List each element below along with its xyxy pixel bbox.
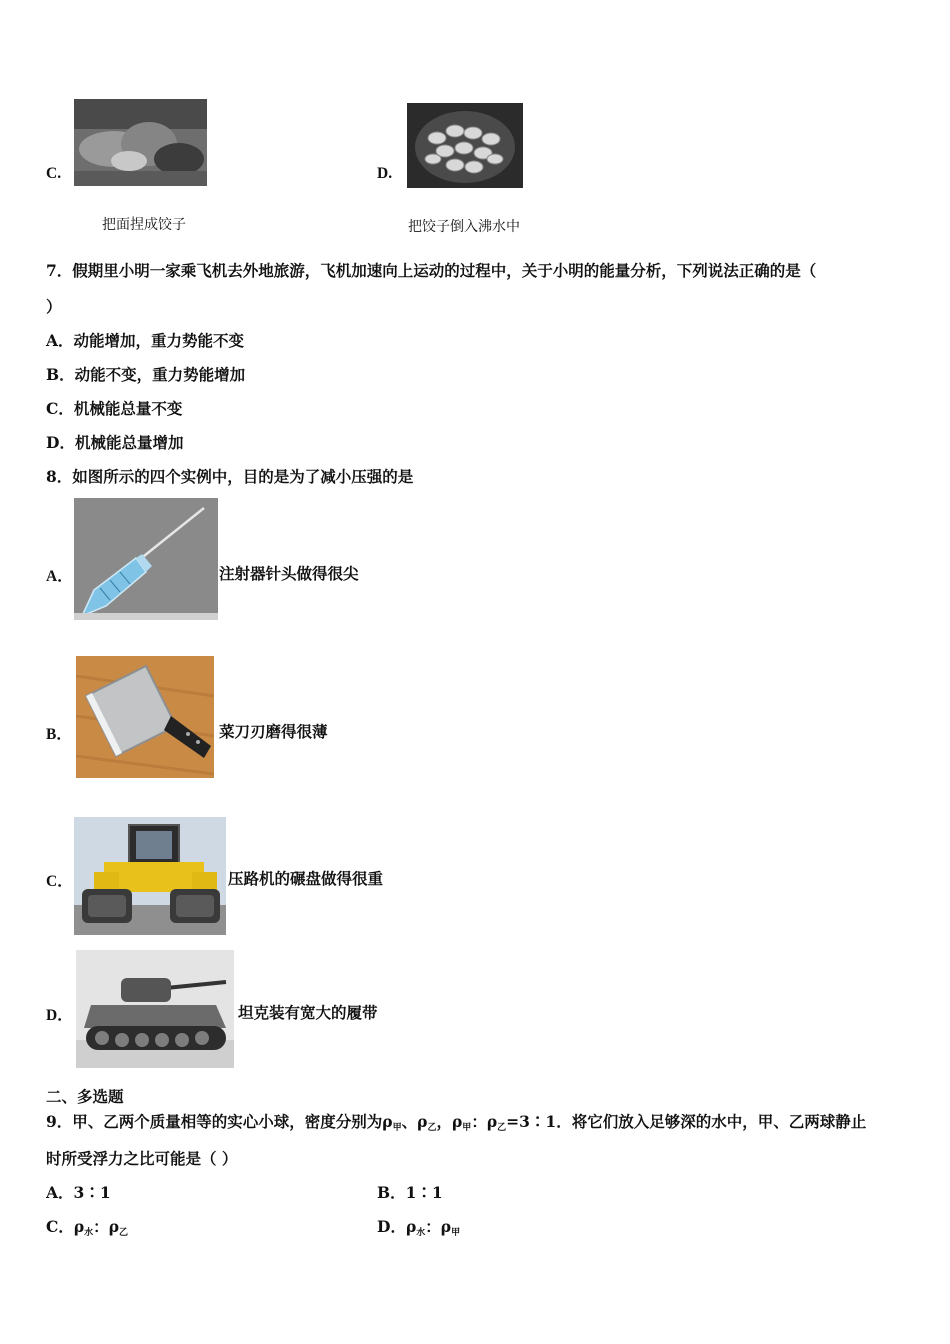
q9-option-d[interactable] bbox=[377, 1217, 460, 1240]
q8-stem: 8．如图所示的四个实例中，目的是为了减小压强的是 bbox=[46, 467, 414, 486]
subscript-jia: 甲 bbox=[392, 1123, 402, 1133]
colon: ： bbox=[93, 1217, 109, 1236]
separator: ， bbox=[436, 1112, 452, 1131]
q8-option-b-text: 菜刀刃磨得很薄 bbox=[219, 722, 328, 741]
q7-option-a[interactable] bbox=[46, 331, 244, 351]
q7-option-b-text: 动能不变，重力势能增加 bbox=[74, 365, 246, 384]
subscript-yi: 乙 bbox=[119, 1228, 129, 1238]
q6-option-d-caption: 把饺子倒入沸水中 bbox=[408, 219, 520, 235]
q7-option-a-text: 动能增加，重力势能不变 bbox=[73, 331, 245, 350]
tank-image bbox=[76, 950, 234, 1068]
subscript-shui: 水 bbox=[84, 1228, 94, 1238]
rho-symbol: ρ bbox=[417, 1112, 428, 1131]
q9-option-a[interactable] bbox=[46, 1183, 111, 1203]
q7-option-a-letter: A． bbox=[46, 331, 74, 350]
q9-ratio-tail: =3∶1．将它们放入足够深的水中，甲、乙两球静止 bbox=[506, 1112, 867, 1131]
q8-option-c-text: 压路机的碾盘做得很重 bbox=[228, 869, 384, 888]
q7-stem-line2: ） bbox=[46, 297, 62, 316]
colon: ： bbox=[425, 1217, 441, 1236]
subscript-shui: 水 bbox=[416, 1228, 426, 1238]
q7-stem-line1: 7．假期里小明一家乘飞机去外地旅游，飞机加速向上运动的过程中，关于小明的能量分析，下列说法正确的是（ bbox=[46, 261, 817, 280]
q6-option-c-letter: C. bbox=[46, 165, 62, 182]
q7-option-c[interactable] bbox=[46, 399, 182, 419]
subscript-yi: 乙 bbox=[427, 1123, 437, 1133]
q9-stem-line2: 时所受浮力之比可能是（ ） bbox=[46, 1149, 238, 1168]
q9-option-c-letter: C． bbox=[46, 1217, 74, 1236]
syringe-image bbox=[74, 498, 218, 620]
dumplings-pot-image bbox=[407, 103, 523, 188]
rho-symbol: ρ bbox=[73, 1217, 85, 1236]
colon: ： bbox=[471, 1112, 487, 1131]
rho-symbol: ρ bbox=[405, 1217, 417, 1236]
separator: 、 bbox=[401, 1112, 418, 1131]
q9-option-a-text: 3∶1 bbox=[73, 1183, 111, 1202]
q8-option-c-letter: C． bbox=[46, 873, 73, 890]
q7-option-b-letter: B． bbox=[46, 365, 75, 384]
q7-option-c-text: 机械能总量不变 bbox=[73, 399, 183, 418]
q8-option-b-letter: B． bbox=[46, 726, 72, 743]
q6-option-d-letter: D. bbox=[377, 165, 393, 182]
q9-option-c[interactable] bbox=[46, 1217, 128, 1240]
q7-option-c-letter: C． bbox=[46, 399, 74, 418]
q9-option-b[interactable] bbox=[377, 1183, 443, 1203]
subscript-jia: 甲 bbox=[451, 1228, 461, 1238]
rho-symbol: ρ bbox=[440, 1217, 452, 1236]
dumpling-pinching-image bbox=[74, 99, 207, 186]
subscript-jia: 甲 bbox=[462, 1123, 472, 1133]
q6-option-c-caption: 把面捏成饺子 bbox=[102, 217, 186, 233]
q9-option-b-text: 1∶1 bbox=[405, 1183, 443, 1202]
q7-option-d[interactable] bbox=[46, 433, 183, 453]
q9-option-a-letter: A． bbox=[46, 1183, 74, 1202]
subscript-yi: 乙 bbox=[497, 1123, 507, 1133]
rho-symbol: ρ bbox=[486, 1112, 498, 1131]
section-title: 二、多选题 bbox=[46, 1087, 124, 1106]
q9-option-d-letter: D． bbox=[377, 1217, 406, 1236]
q7-option-d-letter: D． bbox=[46, 433, 75, 452]
rho-symbol: ρ bbox=[451, 1112, 463, 1131]
rho-symbol: ρ bbox=[382, 1112, 393, 1131]
q8-option-a-letter: A． bbox=[46, 568, 73, 585]
road-roller-image bbox=[74, 817, 226, 935]
q8-option-d-letter: D． bbox=[46, 1007, 73, 1024]
q8-option-a-text: 注射器针头做得很尖 bbox=[219, 564, 359, 583]
rho-symbol: ρ bbox=[108, 1217, 119, 1236]
q7-option-d-text: 机械能总量增加 bbox=[74, 433, 184, 452]
q9-stem-line1 bbox=[46, 1112, 866, 1135]
q7-option-b[interactable] bbox=[46, 365, 245, 385]
q8-option-d-text: 坦克装有宽大的履带 bbox=[238, 1003, 378, 1022]
q9-stem-part1: 9．甲、乙两个质量相等的实心小球，密度分别为 bbox=[46, 1112, 383, 1131]
cleaver-image bbox=[76, 656, 214, 778]
q9-option-b-letter: B． bbox=[377, 1183, 406, 1202]
